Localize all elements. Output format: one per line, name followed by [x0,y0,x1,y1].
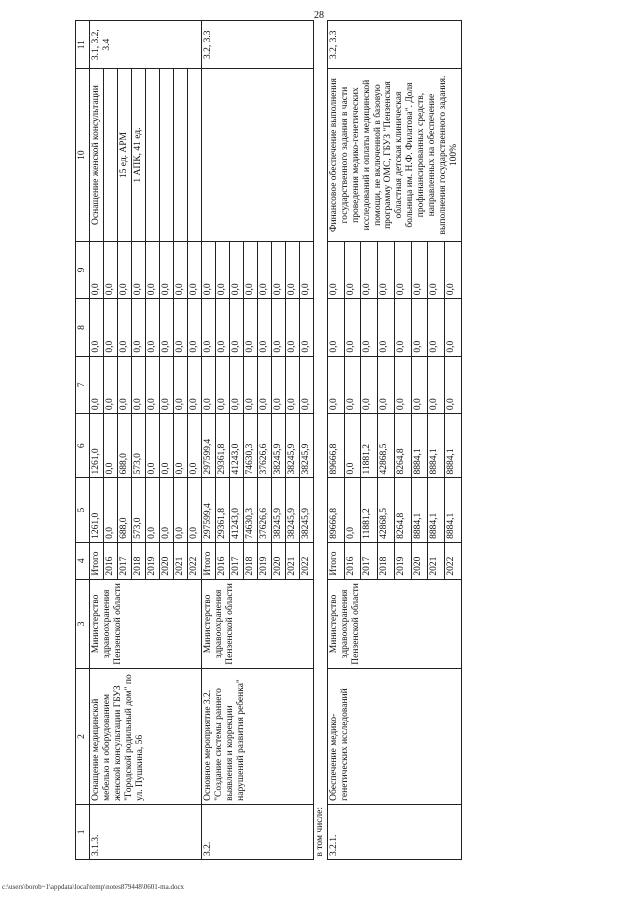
year-cell: 2018 [378,542,395,579]
value-cell: 0,0 [117,356,131,413]
value-cell: 0,0 [344,414,361,478]
value-cell: 8264,8 [394,478,411,542]
year-cell: 2019 [257,542,271,579]
value-cell: 0,0 [131,299,145,356]
value-cell: 8884,1 [428,414,445,478]
value-cell: 0,0 [145,356,159,413]
value-cell: 42868,5 [378,414,395,478]
value-cell: 297599,4 [201,414,215,478]
value-cell: 0,0 [411,299,428,356]
value-cell: 0,0 [243,356,257,413]
value-cell: 0,0 [445,241,462,298]
value-cell: 37626,6 [257,414,271,478]
value-cell: 0,0 [145,414,159,478]
value-cell: 89666,8 [327,414,344,478]
value-cell: 42868,5 [378,478,395,542]
value-cell: 0,0 [173,356,187,413]
value-cell: 0,0 [187,414,201,478]
col-header: 10 [76,69,90,241]
value-cell: 0,0 [445,299,462,356]
value-cell: 0,0 [411,241,428,298]
value-cell: 0,0 [428,356,445,413]
value-cell: 573,0 [131,478,145,542]
value-cell: 0,0 [361,299,378,356]
col-header: 1 [76,804,90,859]
value-cell: 38245,9 [299,478,313,542]
value-cell: 0,0 [271,241,285,298]
value-cell: 0,0 [173,414,187,478]
year-cell: 2016 [344,542,361,579]
item-name: Основное мероприятие 3.2. "Создание системы раннего выявления и коррекции нарушений развития ребенка" [201,669,313,805]
year-cell: 2022 [445,542,462,579]
col-header: 8 [76,299,90,356]
value-cell: 0,0 [344,299,361,356]
value-cell: 38245,9 [285,478,299,542]
year-cell: 2018 [131,542,145,579]
value-cell: 0,0 [285,299,299,356]
value-cell: 0,0 [299,299,313,356]
value-cell: 0,0 [201,299,215,356]
value-cell: 38245,9 [285,414,299,478]
col-header: 9 [76,241,90,298]
year-cell: 2019 [394,542,411,579]
value-cell: 0,0 [89,299,103,356]
value-cell: 0,0 [428,241,445,298]
in-that-number-label: в том числе: [313,21,327,860]
year-cell: 2019 [145,542,159,579]
value-cell: 89666,8 [327,478,344,542]
value-cell: 0,0 [159,299,173,356]
value-cell: 0,0 [103,356,117,413]
value-cell: 0,0 [215,299,229,356]
value-cell: 74630,3 [243,414,257,478]
subsection-row [313,21,327,860]
year-cell: Итого [327,542,344,579]
indicator-line [145,69,159,241]
value-cell: 0,0 [187,356,201,413]
value-cell: 0,0 [145,478,159,542]
year-cell: 2018 [243,542,257,579]
value-cell: 0,0 [103,478,117,542]
value-cell: 0,0 [89,241,103,298]
value-cell: 0,0 [103,241,117,298]
value-cell: 0,0 [378,356,395,413]
value-cell: 38245,9 [271,414,285,478]
ref-cell: 3.1, 3.2, 3.4 [89,21,201,69]
value-cell: 29361,8 [215,478,229,542]
year-cell: Итого [89,542,103,579]
value-cell: 0,0 [299,356,313,413]
year-cell: 2020 [271,542,285,579]
value-cell: 0,0 [361,356,378,413]
value-cell: 0,0 [361,241,378,298]
item-name: Обеспечение медико-генетических исследований [327,669,461,805]
col-header: 2 [76,669,90,805]
value-cell: 0,0 [299,241,313,298]
value-cell: 0,0 [229,299,243,356]
program-table [75,20,462,860]
year-cell: 2021 [173,542,187,579]
value-cell: 0,0 [243,299,257,356]
value-cell: 0,0 [173,478,187,542]
item-executor: Министерство здравоохранения Пензенской области [201,579,313,669]
value-cell: 38245,9 [271,478,285,542]
col-header: 11 [76,21,90,69]
value-cell: 0,0 [131,356,145,413]
value-cell: 0,0 [344,241,361,298]
value-cell: 0,0 [201,356,215,413]
value-cell: 0,0 [159,414,173,478]
year-cell: 2017 [361,542,378,579]
indicator-line [103,69,117,241]
item-code: 3.1.3. [89,804,201,859]
value-cell: 0,0 [201,241,215,298]
value-cell: 0,0 [173,241,187,298]
value-cell: 688,0 [117,478,131,542]
value-cell: 0,0 [257,299,271,356]
year-cell: 2020 [159,542,173,579]
value-cell: 8884,1 [411,478,428,542]
value-cell: 0,0 [327,299,344,356]
value-cell: 0,0 [271,299,285,356]
indicator-line [173,69,187,241]
value-cell: 0,0 [89,356,103,413]
value-cell: 0,0 [411,356,428,413]
indicator-line: 1 АПК, 41 ед. [131,69,145,241]
indicator-cell [201,69,313,241]
value-cell: 41243,0 [229,414,243,478]
value-cell: 8884,1 [445,478,462,542]
value-cell: 0,0 [159,356,173,413]
table-row [201,21,215,860]
value-cell: 8264,8 [394,414,411,478]
year-cell: 2016 [215,542,229,579]
value-cell: 0,0 [344,356,361,413]
year-cell: 2022 [299,542,313,579]
value-cell: 11881,2 [361,414,378,478]
value-cell: 0,0 [394,299,411,356]
value-cell: 0,0 [215,241,229,298]
table-row [327,21,344,860]
year-cell: 2016 [103,542,117,579]
value-cell: 8884,1 [411,414,428,478]
value-cell: 0,0 [173,299,187,356]
value-cell: 41243,0 [229,478,243,542]
year-cell: 2021 [428,542,445,579]
indicator-title: Оснащение женской консультации [89,69,103,241]
value-cell: 11881,2 [361,478,378,542]
item-executor: Министерство здравоохранения Пензенской области [89,579,201,669]
table-row [89,21,103,860]
value-cell: 0,0 [327,356,344,413]
value-cell: 0,0 [394,356,411,413]
year-cell: 2017 [117,542,131,579]
value-cell: 0,0 [131,241,145,298]
col-header: 7 [76,356,90,413]
value-cell: 0,0 [344,478,361,542]
value-cell: 0,0 [229,356,243,413]
value-cell: 0,0 [229,241,243,298]
value-cell: 688,0 [117,414,131,478]
value-cell: 8884,1 [428,478,445,542]
col-header: 4 [76,542,90,579]
item-code: 3.2. [201,804,313,859]
value-cell: 0,0 [428,299,445,356]
value-cell: 38245,9 [299,414,313,478]
value-cell: 297599,4 [201,478,215,542]
year-cell: Итого [201,542,215,579]
value-cell: 0,0 [445,356,462,413]
value-cell: 0,0 [378,241,395,298]
item-executor: Министерство здравоохранения Пензенской области [327,579,461,669]
value-cell: 0,0 [257,356,271,413]
header-row [76,21,90,860]
col-header: 5 [76,478,90,542]
value-cell: 0,0 [285,356,299,413]
value-cell: 0,0 [187,299,201,356]
col-header: 3 [76,579,90,669]
value-cell: 0,0 [215,356,229,413]
value-cell: 0,0 [145,241,159,298]
page-number: 28 [314,10,324,21]
indicator-cell: Финансовое обеспечение выполнения государственного задания в части проведения медико-генетических исследований и оплаты медицинской помощи, не включенной в базовую программу ОМС, ГБУЗ "Пензенская областная детская клиническая больница им. Н.Ф. Филатова". Доля профинансированных средств, направленных на обеспечение выполнения государственного задания. 100% [327,69,461,241]
indicator-line: 15 ед. АРМ [117,69,131,241]
item-name: Оснащение медицинской мебелью и оборудованием женской консультации ГБУЗ "Городской родильный дом" по ул. Пушкина, 56 [89,669,201,805]
rotated-table-container [75,20,585,860]
ref-cell: 3.2, 3.3 [201,21,313,69]
indicator-line [187,69,201,241]
value-cell: 37626,6 [257,478,271,542]
value-cell: 0,0 [243,241,257,298]
value-cell: 573,0 [131,414,145,478]
value-cell: 1261,0 [89,414,103,478]
value-cell: 0,0 [117,241,131,298]
value-cell: 1261,0 [89,478,103,542]
value-cell: 0,0 [327,241,344,298]
value-cell: 0,0 [187,478,201,542]
value-cell: 0,0 [103,414,117,478]
value-cell: 8884,1 [445,414,462,478]
value-cell: 0,0 [271,356,285,413]
value-cell: 0,0 [378,299,395,356]
value-cell: 0,0 [159,478,173,542]
value-cell: 0,0 [394,241,411,298]
value-cell: 0,0 [159,241,173,298]
ref-cell: 3.2, 3.3 [327,21,461,69]
value-cell: 0,0 [145,299,159,356]
year-cell: 2021 [285,542,299,579]
item-code: 3.2.1. [327,804,461,859]
value-cell: 0,0 [103,299,117,356]
value-cell: 29361,8 [215,414,229,478]
indicator-line [159,69,173,241]
year-cell: 2022 [187,542,201,579]
value-cell: 0,0 [285,241,299,298]
value-cell: 74630,3 [243,478,257,542]
col-header: 6 [76,414,90,478]
value-cell: 0,0 [187,241,201,298]
footer-file-path: c:\users\borob~1\appdata\local\temp\notes879448\0601-ma.docx [2,883,185,891]
value-cell: 0,0 [257,241,271,298]
value-cell: 0,0 [117,299,131,356]
year-cell: 2017 [229,542,243,579]
year-cell: 2020 [411,542,428,579]
